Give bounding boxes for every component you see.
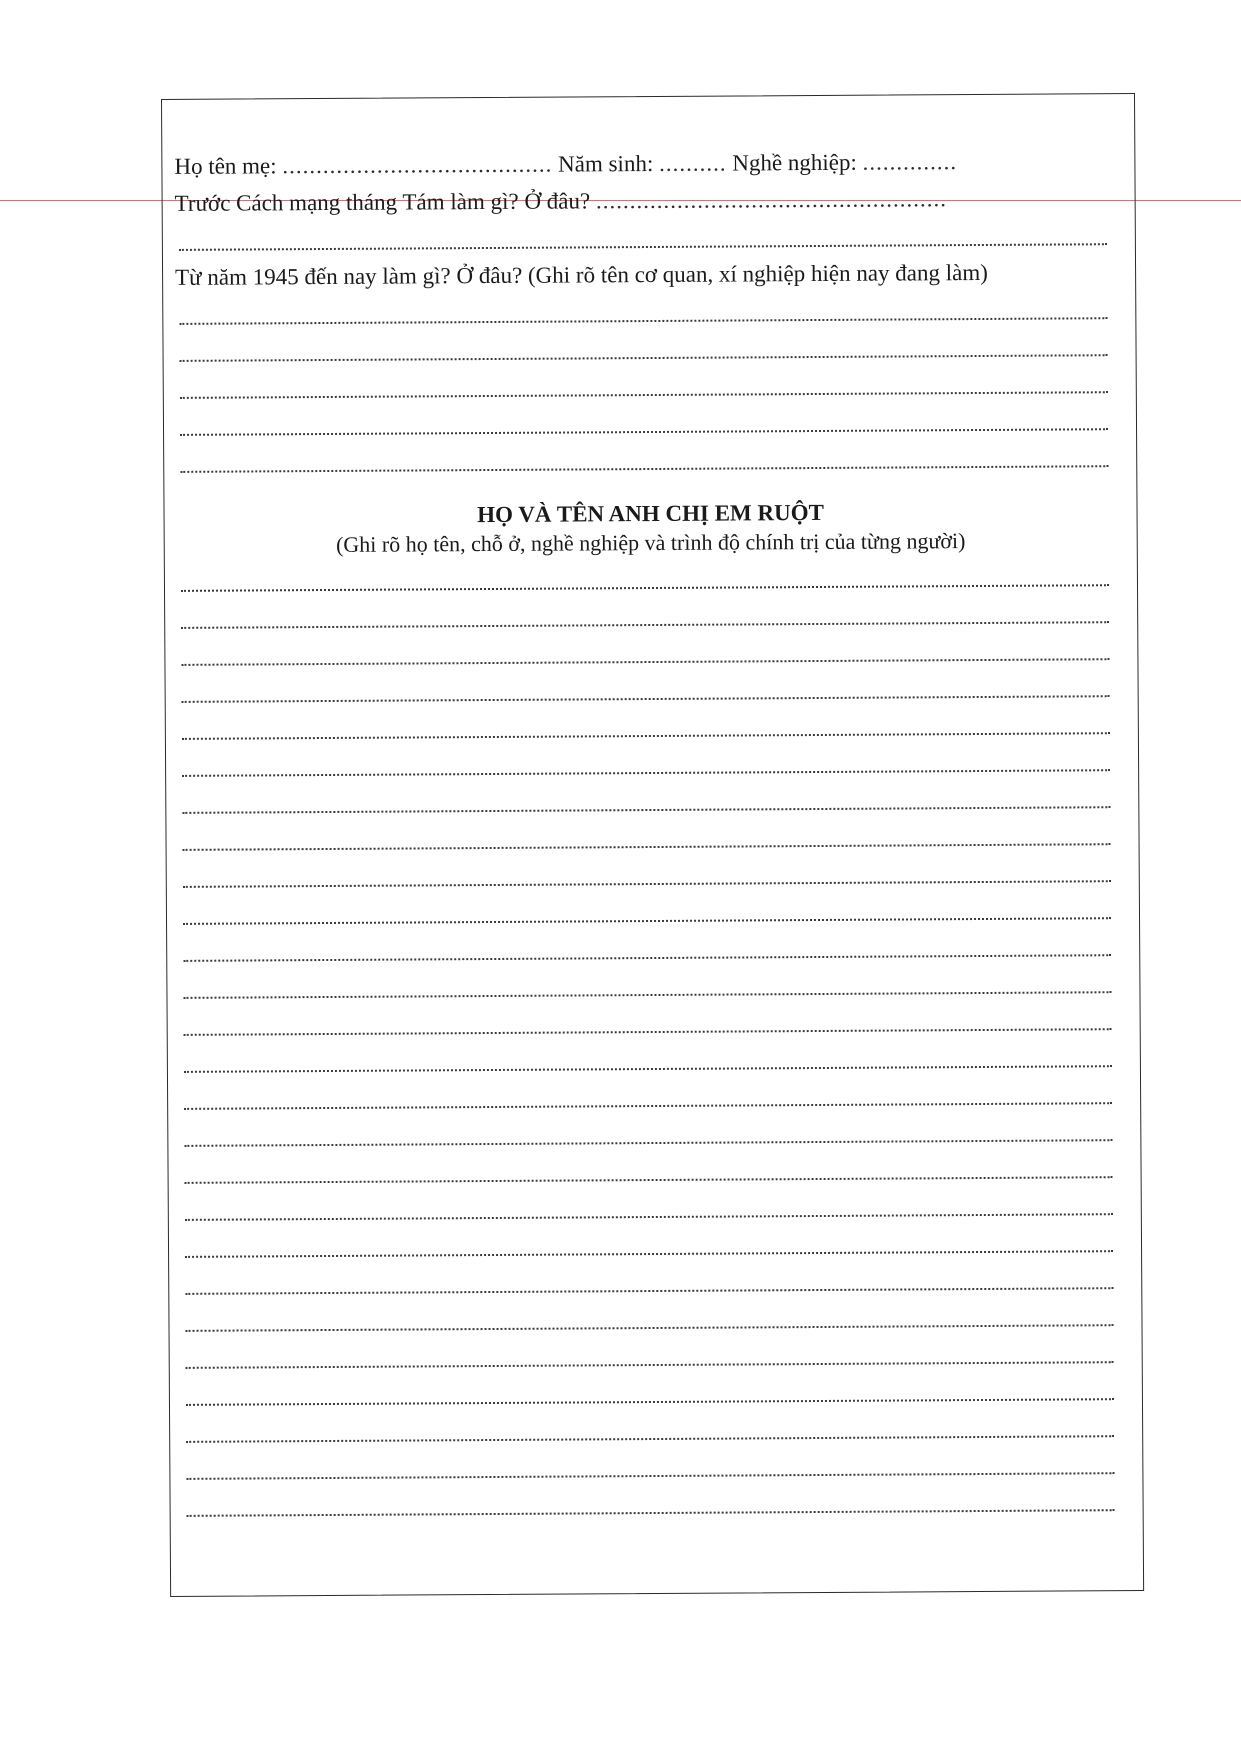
- siblings-answer-line[interactable]: [179, 927, 1127, 970]
- siblings-answer-line[interactable]: [179, 890, 1127, 933]
- siblings-subheading: (Ghi rõ họ tên, chỗ ở, nghề nghiệp và trình độ chính trị của từng người): [335, 528, 966, 557]
- siblings-answer-line[interactable]: [178, 742, 1126, 785]
- mother-birth-field[interactable]: ..........: [658, 150, 727, 176]
- siblings-answer-line[interactable]: [178, 705, 1126, 748]
- mother-job-field[interactable]: ..............: [862, 149, 958, 175]
- mother-since-answer-line[interactable]: [175, 327, 1123, 370]
- mother-since-label: Từ năm 1945 đến nay làm gì? Ở đâu? (Ghi rõ tên cơ quan, xí nghiệp hiện nay đang làm): [175, 259, 988, 290]
- siblings-answer-line[interactable]: [178, 779, 1126, 822]
- mother-since-line: [175, 253, 1123, 296]
- mother-since-answer-line[interactable]: [176, 364, 1124, 407]
- siblings-answer-line[interactable]: [182, 1371, 1130, 1414]
- mother-info-line: [174, 142, 1122, 185]
- siblings-answer-line[interactable]: [179, 964, 1127, 1007]
- mother-since-answer-line[interactable]: [176, 401, 1124, 444]
- siblings-answer-line[interactable]: [180, 1038, 1128, 1081]
- siblings-answer-line[interactable]: [177, 631, 1125, 674]
- mother-birth-label: Năm sinh:: [558, 150, 654, 177]
- siblings-heading: HỌ VÀ TÊN ANH CHỊ EM RUỘT: [477, 499, 824, 528]
- siblings-answer-line[interactable]: [182, 1334, 1130, 1377]
- siblings-answer-line[interactable]: [178, 816, 1126, 859]
- siblings-answer-line[interactable]: [178, 668, 1126, 711]
- mother-since-answer-line[interactable]: [175, 290, 1123, 333]
- siblings-answer-line[interactable]: [182, 1445, 1130, 1488]
- siblings-answer-line[interactable]: [180, 1075, 1128, 1118]
- mother-before-field[interactable]: ....................................................: [595, 186, 947, 214]
- siblings-answer-line[interactable]: [179, 853, 1127, 896]
- siblings-answer-area: [177, 557, 1131, 1525]
- siblings-answer-line[interactable]: [181, 1297, 1129, 1340]
- siblings-answer-line[interactable]: [182, 1408, 1130, 1451]
- siblings-answer-line[interactable]: [177, 557, 1125, 600]
- mother-job-label: Nghề nghiệp:: [732, 149, 857, 176]
- mother-name-field[interactable]: ........................................: [282, 151, 553, 179]
- siblings-answer-line[interactable]: [181, 1186, 1129, 1229]
- siblings-answer-line[interactable]: [180, 1001, 1128, 1044]
- form-content: [174, 142, 1130, 1525]
- siblings-answer-line[interactable]: [180, 1112, 1128, 1155]
- siblings-answer-line[interactable]: [181, 1260, 1129, 1303]
- siblings-answer-line[interactable]: [182, 1482, 1130, 1525]
- mother-name-label: Họ tên mẹ:: [174, 153, 277, 179]
- mother-before-label: Trước Cách mạng tháng Tám làm gì? Ở đâu?: [174, 188, 591, 216]
- siblings-answer-line[interactable]: [180, 1149, 1128, 1192]
- siblings-answer-line[interactable]: [181, 1223, 1129, 1266]
- mother-since-answer-line[interactable]: [176, 438, 1124, 481]
- mother-before-answer-line[interactable]: [175, 216, 1123, 259]
- siblings-answer-line[interactable]: [177, 594, 1125, 637]
- mother-before-line: [175, 179, 1123, 222]
- form-frame: [161, 93, 1144, 1597]
